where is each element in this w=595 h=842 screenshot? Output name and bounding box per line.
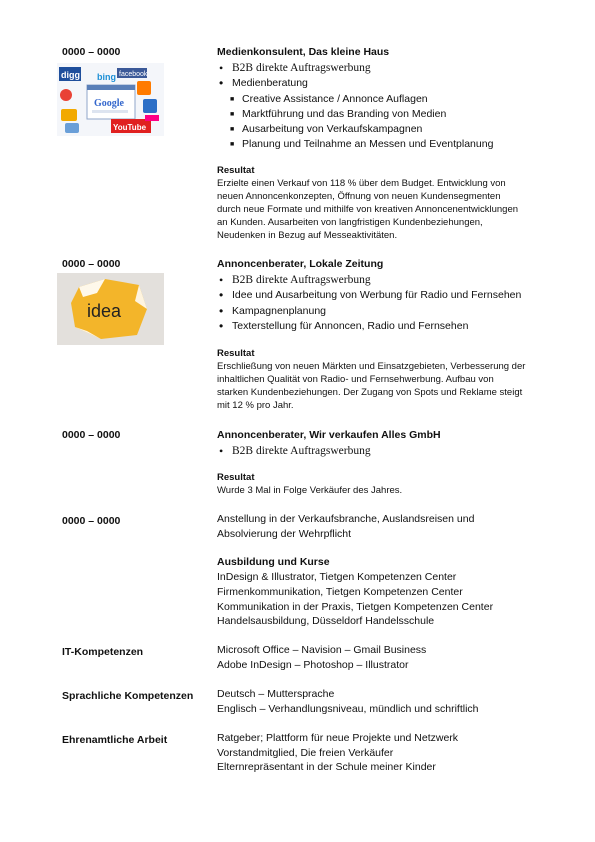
list-item: ■ Planung und Teilnahme an Messen und Eventplanung	[228, 137, 547, 152]
youtube-logo: YouTube	[113, 123, 147, 132]
education-line: Handelsausbildung, Düsseldorf Handelsschule	[217, 615, 435, 628]
text-line: Ratgeber; Plattform für neue Projekte und Netzwerk	[217, 732, 459, 744]
result-heading: Resultat	[217, 347, 255, 359]
section-label: Ehrenamtliche Arbeit	[62, 734, 168, 746]
result-line: inhaltlichen Qualität von Radio- und Fernsehwerbung. Aufbau von	[217, 373, 494, 385]
result-line: durch neue Formate und mithilfe von kreativen Annoncenentwicklungen	[217, 203, 519, 215]
list-item: • Kampagnenplanung	[217, 304, 547, 320]
facebook-logo: facebook	[119, 71, 148, 78]
list-item: • B2B direkte Auftragswerbung	[217, 61, 547, 77]
idea-text: idea	[87, 301, 122, 321]
result-line: Neudenken in Bezug auf Messeaktivitäten.	[217, 229, 398, 241]
svg-text:Google	[94, 98, 125, 109]
it-section	[217, 643, 547, 672]
entry-date: 0000 – 0000	[62, 258, 121, 270]
languages-section	[217, 687, 547, 716]
text-line: Anstellung in der Verkaufsbranche, Auslandsreisen und	[217, 513, 475, 525]
education-line: Kommunikation in der Praxis, Tietgen Kompetenzen Center	[217, 600, 494, 613]
result-line: an Kunden. Ausarbeiten von langfristigen Kundenbeziehungen,	[217, 216, 483, 228]
section-label: Sprachliche Kompetenzen	[62, 690, 194, 702]
education-line: InDesign & Illustrator, Tietgen Kompetenzen Center	[217, 571, 457, 584]
volunteer-section	[217, 731, 547, 775]
text-line: Microsoft Office – Navision – Gmail Business	[217, 644, 427, 656]
result-heading: Resultat	[217, 164, 255, 176]
result-line: neuen Annoncenkonzepten, Öffnung von neuen Kundensegmenten	[217, 190, 501, 202]
list-item: ■ Ausarbeitung von Verkaufskampagnen	[228, 122, 547, 137]
text-line: Vorstandmitglied, Die freien Verkäufer	[217, 746, 394, 759]
list-item: • Medienberatung	[217, 76, 547, 92]
list-item: • B2B direkte Auftragswerbung	[217, 273, 547, 289]
google-logo-g: Google	[94, 98, 124, 109]
list-item: ■ Marktführung und das Branding von Medien	[228, 107, 547, 122]
list-item: • Idee und Ausarbeitung von Werbung für Radio und Fernsehen	[217, 288, 547, 304]
list-item: • B2B direkte Auftragswerbung	[217, 444, 547, 460]
result-heading: Resultat	[217, 472, 255, 483]
result-line: starken Kundenbeziehungen. Der Zugang von Spots und Reklame steigt	[217, 386, 523, 398]
text-line: Deutsch – Muttersprache	[217, 688, 335, 700]
list-item: • Texterstellung für Annoncen, Radio und Fernsehen	[217, 319, 547, 335]
result-line: Erzielte einen Verkauf von 118 % über dem Budget. Entwicklung von	[217, 177, 506, 189]
text-line: Elternrepräsentant in der Schule meiner Kinder	[217, 761, 436, 774]
digg-logo: digg	[61, 70, 80, 80]
idea-paper-image	[57, 273, 164, 345]
entry-date: 0000 – 0000	[62, 429, 121, 441]
list-item: ■ Creative Assistance / Annonce Auflagen	[228, 92, 547, 107]
education-line: Firmenkommunikation, Tietgen Kompetenzen Center	[217, 585, 463, 598]
social-media-logos-image	[57, 63, 164, 136]
job-title: Medienkonsulent, Das kleine Haus	[217, 46, 390, 58]
bing-logo: bing	[97, 72, 116, 82]
text-line: Absolvierung der Wehrpflicht	[217, 527, 352, 540]
result-line: Wurde 3 Mal in Folge Verkäufer des Jahres.	[217, 485, 403, 496]
job-title: Annoncenberater, Wir verkaufen Alles GmbH	[217, 429, 441, 441]
other-section	[217, 512, 547, 629]
result-line: mit 12 % pro Jahr.	[217, 399, 294, 411]
job-title: Annoncenberater, Lokale Zeitung	[217, 258, 384, 270]
text-line: Englisch – Verhandlungsniveau, mündlich und schriftlich	[217, 702, 479, 715]
section-label: IT-Kompetenzen	[62, 646, 144, 658]
entry-3	[217, 428, 547, 497]
result-line: Erschließung von neuen Märkten und Einsatzgebieten, Verbesserung der	[217, 360, 526, 372]
education-heading: Ausbildung und Kurse	[217, 556, 330, 569]
entry-date: 0000 – 0000	[62, 515, 121, 527]
entry-date: 0000 – 0000	[62, 46, 121, 58]
entry-1	[217, 45, 547, 242]
text-line: Adobe InDesign – Photoshop – Illustrator	[217, 658, 409, 671]
entry-2	[217, 257, 547, 412]
